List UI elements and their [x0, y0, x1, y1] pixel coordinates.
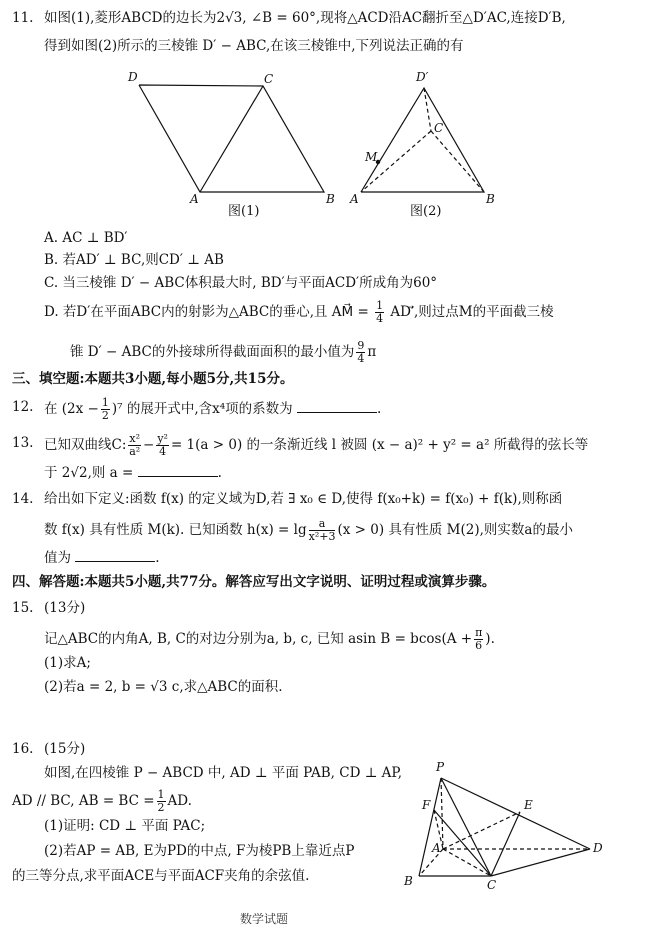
- q16-line2: [12, 789, 192, 814]
- answer-blank[interactable]: [297, 398, 377, 413]
- numerator: y²: [157, 432, 168, 445]
- text: 锥 D′ − ABC的外接球所得截面面积的最小值为: [70, 344, 355, 360]
- fig2-label-b: B: [486, 192, 495, 206]
- fig3-label-b: B: [404, 874, 413, 888]
- q12-number: 12.: [12, 399, 34, 415]
- fraction: [156, 433, 169, 458]
- fig3-label-c: C: [487, 878, 497, 892]
- q11-option-a: A. AC ⊥ BD′: [44, 230, 128, 246]
- denominator: 2: [101, 409, 109, 422]
- fraction: [128, 433, 141, 458]
- denominator: 6: [475, 639, 483, 652]
- section-3-heading: 三、填空题:本题共3小题,每小题5分,共15分。: [12, 371, 294, 387]
- text: 于 2√2,则 a =: [44, 465, 134, 481]
- q13-line1: [44, 433, 588, 458]
- q11-option-c: C. 当三棱锥 D′ − ABC体积最大时, BD′与平面ACD′所成角为60°: [44, 275, 438, 291]
- figure-1-rhombus: [139, 85, 324, 192]
- q16-part2-line1: (2)若AP = AB, E为PD的中点, F为棱PB上靠近点P: [44, 843, 355, 859]
- numerator: 1: [101, 396, 109, 409]
- q12-text: [44, 397, 381, 422]
- fig3-label-f: F: [422, 798, 431, 812]
- fig3-label-p: P: [436, 760, 445, 774]
- figure-3-pyramid: [419, 778, 590, 876]
- q11-option-b: B. 若AD′ ⊥ BC,则CD′ ⊥ AB: [44, 252, 224, 268]
- fig1-label-b: B: [326, 192, 335, 206]
- answer-blank[interactable]: [138, 462, 218, 477]
- q11-stem-line1: 如图(1),菱形ABCD的边长为2√3, ∠B = 60°,现将△ACD沿AC翻折至△D′AC,连接D′B,: [44, 10, 566, 26]
- q16-line1: 如图,在四棱锥 P − ABCD 中, AD ⊥ 平面 PAB, CD ⊥ AP,: [44, 765, 403, 781]
- fraction: [309, 518, 336, 543]
- text: 数 f(x) 具有性质 M(k). 已知函数 h(x) = lg: [44, 522, 307, 538]
- text: AD // BC, AB = BC =: [12, 793, 155, 809]
- q11-option-d-line2: [70, 340, 376, 365]
- q16-part2-line2: 的三等分点,求平面ACE与平面ACF夹角的余弦值.: [12, 868, 310, 884]
- q16-number: 16.: [12, 741, 34, 757]
- q11-stem-line2: 得到如图(2)所示的三棱锥 D′ − ABC,在该三棱锥中,下列说法正确的有: [44, 38, 464, 54]
- q15-part2: (2)若a = 2, b = √3 c,求△ABC的面积.: [44, 679, 283, 695]
- fig2-caption: 图(2): [410, 204, 442, 219]
- text: D. 若D′在平面ABC内的射影为△ABC的垂心,且 AM⃗ =: [44, 304, 374, 320]
- fraction: [474, 627, 483, 652]
- q15-score: (13分): [44, 600, 86, 616]
- q14-line1: 给出如下定义:函数 f(x) 的定义域为D,若 ∃ x₀ ∈ D,使得 f(x₀+k) = f(x₀) + f(k),则称函: [44, 491, 563, 507]
- denominator: 2: [157, 801, 165, 814]
- q14-number: 14.: [12, 491, 34, 507]
- fraction: [375, 300, 384, 325]
- fig3-label-a: A: [432, 841, 441, 855]
- fig2-label-a: A: [350, 192, 359, 206]
- q15-number: 15.: [12, 600, 34, 616]
- q14-line2: [44, 518, 573, 543]
- fig3-label-e: E: [524, 798, 533, 812]
- fraction: [101, 397, 110, 422]
- page-footer: 数学试题: [240, 912, 289, 926]
- text: 记△ABC的内角A, B, C的对边分别为a, b, c, 已知 asin B = bcos(A +: [44, 631, 473, 647]
- denominator: a²: [129, 445, 141, 458]
- denominator: 4: [159, 445, 167, 458]
- numerator: 9: [357, 339, 365, 352]
- q13-number: 13.: [12, 435, 34, 451]
- text: 值为: [44, 550, 71, 566]
- fig3-label-d: D: [593, 841, 603, 855]
- fig2-label-m: M: [365, 150, 378, 164]
- text: π: [367, 344, 377, 360]
- q16-part1: (1)证明: CD ⊥ 平面 PAC;: [44, 818, 206, 834]
- denominator: 4: [376, 312, 384, 325]
- numerator: 1: [376, 299, 384, 312]
- q11-number: 11.: [12, 10, 34, 26]
- text: 在 (2x −: [44, 401, 99, 417]
- q14-line3: [44, 547, 160, 568]
- q15-stem: [44, 627, 495, 652]
- text: .: [217, 465, 222, 481]
- fig2-label-d-prime: D′: [416, 70, 429, 84]
- text: = 1(a > 0) 的一条渐近线 l 被圆 (x − a)² + y² = a² 所截得的弦长等: [170, 437, 589, 453]
- text: AD.: [167, 793, 192, 809]
- numerator: 1: [157, 788, 165, 801]
- q13-line2: [44, 462, 222, 483]
- text: AD′⃗,则过点M的平面截三棱: [386, 304, 554, 320]
- text: (x > 0) 具有性质 M(2),则实数a的最小: [337, 522, 573, 538]
- text: )⁷ 的展开式中,含x⁴项的系数为: [111, 401, 293, 417]
- fig2-label-c: C: [434, 121, 444, 135]
- fig1-caption: 图(1): [228, 204, 260, 219]
- text: .: [376, 401, 382, 417]
- numerator: π: [475, 626, 483, 639]
- fraction: [157, 789, 166, 814]
- fig1-label-c: C: [264, 72, 274, 86]
- denominator: x²+3: [308, 530, 336, 543]
- text: .: [155, 550, 160, 566]
- fig1-label-a: A: [190, 192, 199, 206]
- section-4-heading: 四、解答题:本题共5小题,共77分。解答应写出文字说明、证明过程或演算步骤。: [12, 574, 496, 590]
- q15-part1: (1)求A;: [44, 655, 91, 671]
- denominator: 4: [357, 352, 365, 365]
- q11-option-d-line1: [44, 300, 554, 325]
- answer-blank[interactable]: [75, 547, 155, 562]
- q16-score: (15分): [44, 741, 86, 757]
- text: −: [143, 437, 155, 453]
- figure-2-tetrahedron: [361, 88, 484, 192]
- text: ).: [485, 631, 495, 647]
- numerator: x²: [129, 432, 141, 445]
- fig1-label-d: D: [128, 70, 138, 84]
- text: 已知双曲线C:: [44, 437, 127, 453]
- numerator: a: [309, 518, 336, 531]
- fraction: [356, 340, 365, 365]
